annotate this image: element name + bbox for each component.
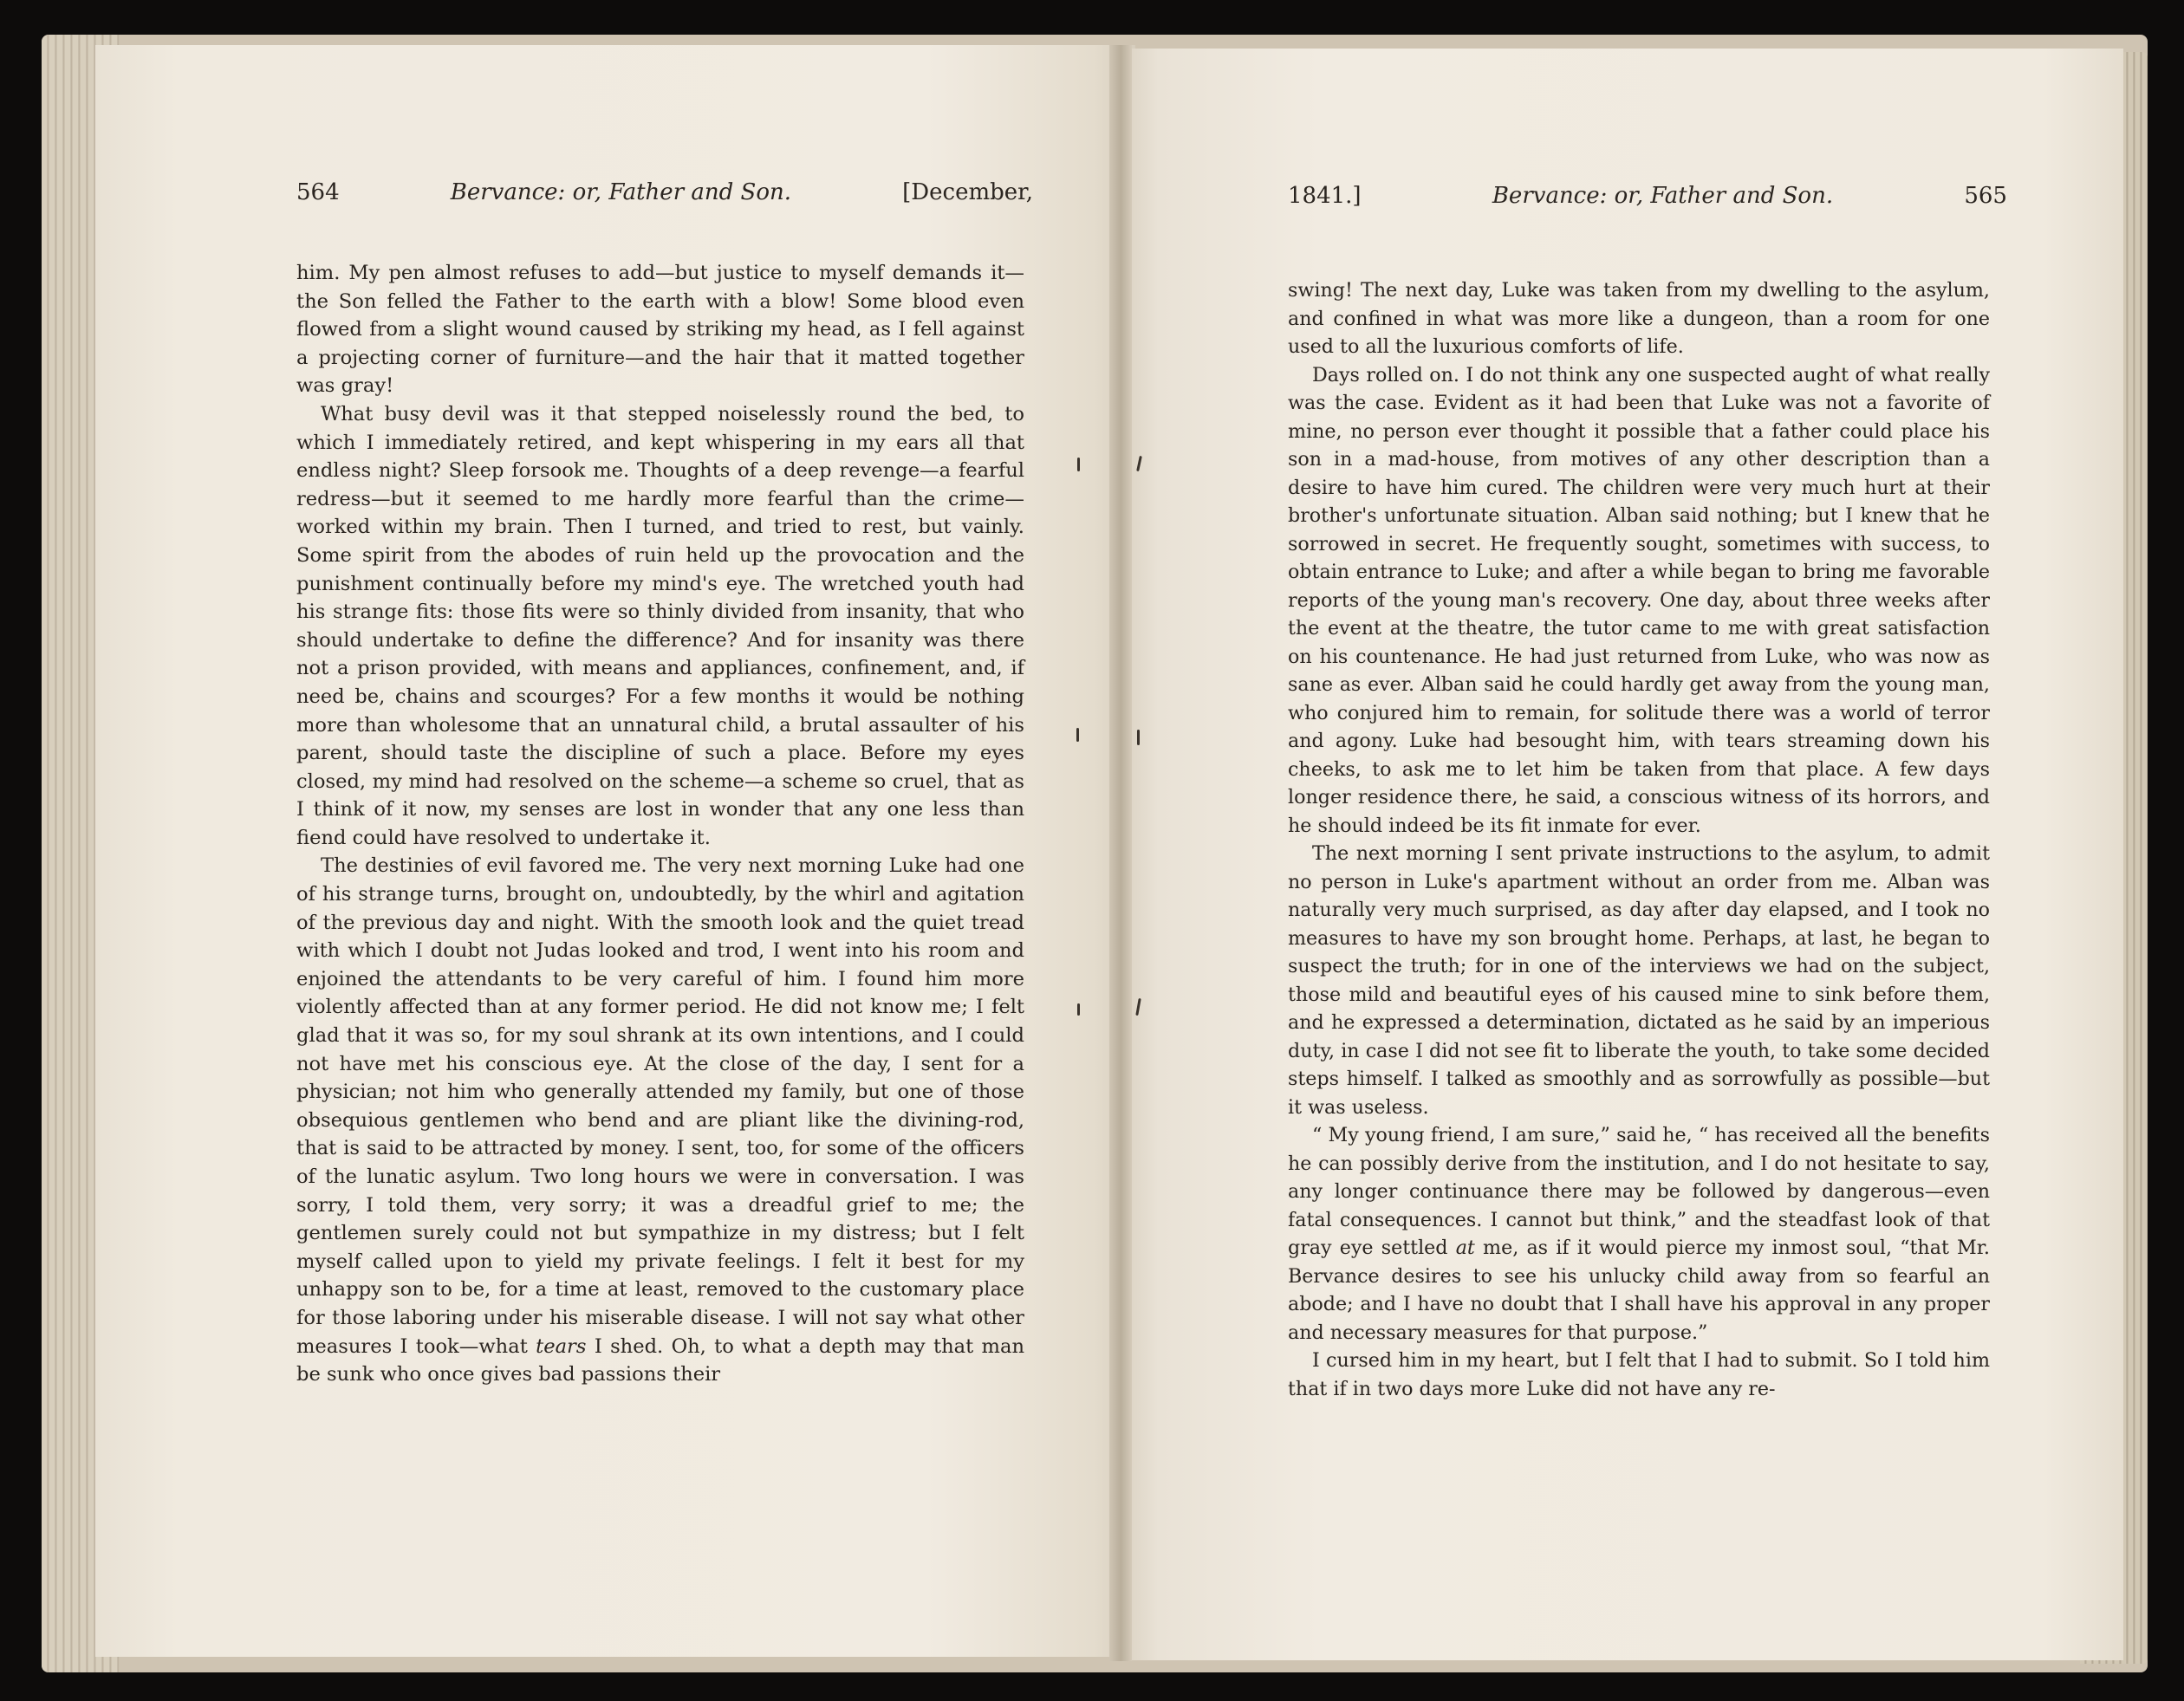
binding-thread-mark [1077,458,1080,471]
page-number: 564 [296,179,340,205]
running-title: Bervance: or, Father and Son. [1492,183,1834,209]
paragraph-text: The destinies of evil favored me. The very next morning Luke had one of his strange turns, brought on, undoubtedly, by the whirl and agitation of the previous day and night. With the smooth look and the quiet tread with which I doubt not Judas looked and trod, I went into his room and enjoined the attendants to be very careful of him. I found him more violently affected than at any former period. He did not know me; I felt glad that it was so, for my soul shrank at its own intentions, and I could not have met his conscious eye. At the close of the day, I sent for a physician; not him who generally attended my family, but one of those obsequious gentlemen who bend and are pliant like the divining-rod, that is said to be attracted by money. I sent, too, for some of the officers of the lunatic asylum. Two long hours we were in conversation. I was sorry, I told them, very sorry; it was a dreadful grief to me; the gentlemen surely could not but sympathize in my distress; but I felt myself called upon to yield my private feelings. I felt it best for my unhappy son to be, for a time at least, removed to the customary place for those laboring under his miserable disease. I will not say what other measures I took—what [296,854,1024,1358]
paragraph-text: “ My young friend, I am sure,” said he, “ has received all the benefits he can possibly derive from the institution, and I do not hesitate to say, any longer continuance there may be followed by dangerous—even fatal consequences. I cannot but think,” and the steadfast look of that gray eye settled [1288,1124,1990,1259]
running-title: Bervance: or, Father and Son. [450,179,792,205]
paragraph: Days rolled on. I do not think any one suspected aught of what really was the case. Evident as it had been that Luke was not a favorite of mine, no person ever thought it possible that a father could place his son in a mad-house, from motives of any other description than a desire to have him cured. The children were very much hurt at their brother's unfortunate situation. Alban said nothing; but I knew that he sorrowed in secret. He frequently sought, sometimes with success, to obtain entrance to Luke; and after a while began to bring me favorable reports of the young man's recovery. One day, about three weeks after the event at the theatre, the tutor came to me with great satisfaction on his countenance. He had just returned from Luke, who was now as sane as ever. Alban said he could hardly get away from the young man, who conjured him to remain, for solitude there was a world of terror and agony. Luke had besought him, with tears streaming down his cheeks, to ask me to let him be taken from that place. A few days longer residence there, he said, a conscious witness of its horrors, and he should indeed be its fit inmate for ever. [1288,363,1990,837]
paragraph: I cursed him in my heart, but I felt that I had to submit. So I told him that if in two days more Luke did not have any re- [1288,1349,1990,1400]
paragraph-text: I shed. Oh, to what a depth may that man be sunk who once gives bad passions their [296,1334,1024,1386]
paragraph: him. My pen almost refuses to add—but justice to myself demands it—the Son felled the Father to the earth with a blow! Some blood even flowed from a slight wound caused by striking my head, as I fell against a projecting corner of furniture—and the hair that it matted together was gray! [296,262,1024,398]
binding-thread-mark [1076,728,1079,742]
paragraph: The next morning I sent private instructions to the asylum, to admit no person in Luke's apartment without an order from me. Alban was naturally very much surprised, as day after day elapsed, and I took no measures to have my son brought home. Perhaps, at last, he began to suspect the truth; for in one of the interviews we had on the subject, those mild and beautiful eyes of his caused mine to sink before them, and he expressed a determination, dictated as he said by an imperious duty, in case I did not see fit to liberate the youth, to take some decided steps himself. I talked as smoothly and as sorrowfully as possible—but it was useless. [1288,842,1990,1119]
book-gutter [1109,45,1132,1661]
right-page-text [1288,276,1990,1403]
running-date: [December, [902,179,1033,205]
binding-thread-mark [1077,1003,1080,1016]
running-date: 1841.] [1288,183,1362,209]
paragraph [1288,1121,1990,1347]
paragraph-text: me, as if it would pierce my inmost soul, “that Mr. Bervance desires to see his unlucky child away from so fearful an abode; and I have no doubt that I shall have his approval in any proper and necessary measures for that purpose.” [1288,1237,1990,1344]
right-page [1118,49,2123,1660]
left-page [95,45,1135,1657]
paragraph [296,852,1024,1388]
left-running-head [296,179,1033,205]
right-running-head [1288,183,2007,209]
page-number: 565 [1964,183,2007,209]
paragraph: What busy devil was it that stepped noiselessly round the bed, to which I immediately retired, and kept whispering in my ears all that endless night? Sleep forsook me. Thoughts of a deep revenge—a fearful redress—but it seemed to me hardly more fearful than the crime—worked within my brain. Then I turned, and tried to rest, but vainly. Some spirit from the abodes of ruin held up the provocation and the punishment continually before my mind's eye. The wretched youth had his strange fits: those fits were so thinly divided from insanity, that who should undertake to define the difference? And for insanity was there not a prison provided, with means and appliances, confinement, and, if need be, chains and scourges? For a few months it would be nothing more than wholesome that an unnatural child, a brutal assaulter of his parent, should taste the discipline of such a place. Before my eyes closed, my mind had resolved on the scheme—a scheme so cruel, that as I think of it now, my senses are lost in wonder that any one less than fiend could have resolved to undertake it. [296,402,1024,849]
binding-thread-mark [1137,730,1140,745]
paragraph: swing! The next day, Luke was taken from my dwelling to the asylum, and confined in what was more like a dungeon, than a room for one used to all the luxurious comforts of life. [1288,279,1990,358]
left-page-text [296,259,1024,1389]
italic-word: tears [536,1334,587,1358]
italic-word: at [1455,1237,1475,1259]
